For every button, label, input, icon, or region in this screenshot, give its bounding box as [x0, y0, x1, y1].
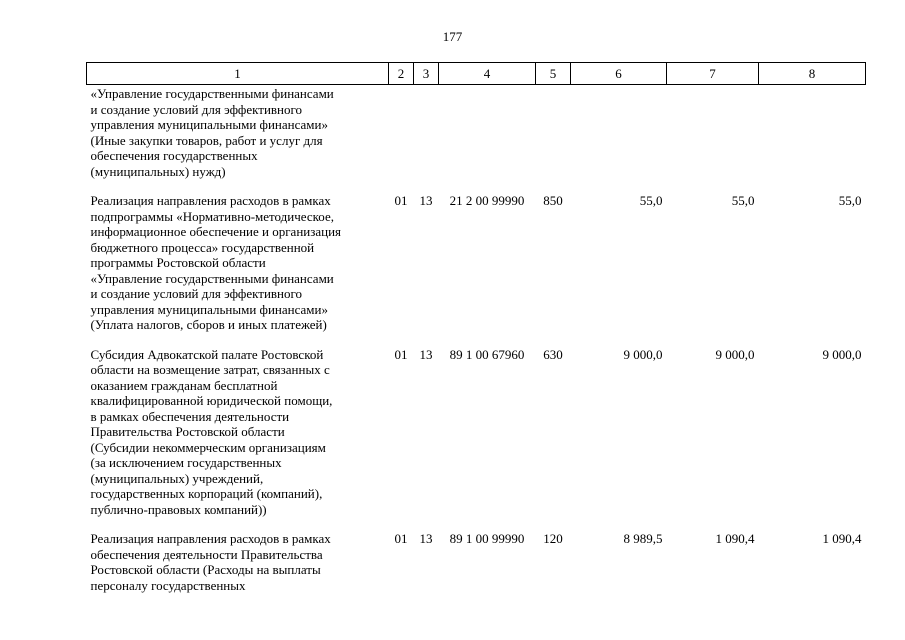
- row-description: Реализация направления расходов в рамках подпрограммы «Нормативно-методическое, информационное обеспечение и организация бюджетного процесса» государственной программы Ростовской области «Управление государственными финансами и создание условий для эффективного управления муниципальными финансами» (Уплата налогов, сборов и иных платежей): [90, 193, 342, 332]
- expense-type-code: [536, 85, 571, 194]
- target-article-code: 21 2 00 99990: [449, 193, 525, 208]
- table-row: [87, 347, 866, 532]
- section-code: 01: [394, 193, 408, 208]
- target-article-code: 89 1 00 99990: [449, 531, 525, 546]
- subsection-code: [414, 85, 439, 194]
- table-row: [87, 85, 866, 194]
- amount-col-6: [571, 85, 667, 194]
- section-code: 01: [394, 346, 408, 362]
- amount-col-7: [667, 85, 759, 194]
- row-description: Субсидия Адвокатской палате Ростовской области на возмещение затрат, связанных с оказанием гражданам бесплатной квалифицированной юридической помощи, в рамках обеспечения деятельности Правительства Ростовской области (Субсидии некоммерческим организациям (за исключением государственных (муниципальных) учреждений, государственных корпораций (компаний), публично-правовых компаний)): [90, 346, 333, 517]
- column-header-3: 3: [414, 63, 439, 85]
- amount-col-6: 55,0: [639, 193, 663, 208]
- table-row: [87, 193, 866, 347]
- amount-col-7: 1 090,4: [715, 531, 755, 546]
- amount-col-8: 9 000,0: [822, 346, 862, 362]
- expense-type-code: 630: [543, 346, 563, 362]
- subsection-code: 13: [419, 346, 433, 362]
- expense-type-code: 850: [543, 193, 563, 208]
- section-code: 01: [394, 531, 408, 546]
- column-header-2: 2: [389, 63, 414, 85]
- amount-col-6: 9 000,0: [623, 346, 663, 362]
- table-header: [87, 63, 866, 85]
- column-header-5: 5: [536, 63, 571, 85]
- amount-col-7: 9 000,0: [715, 346, 755, 362]
- amount-col-8: [759, 85, 866, 194]
- amount-col-8: 1 090,4: [822, 531, 862, 546]
- subsection-code: 13: [419, 531, 433, 546]
- column-header-8: 8: [759, 63, 866, 85]
- target-article-code: 89 1 00 67960: [449, 346, 525, 362]
- target-article-code: [439, 85, 536, 194]
- amount-col-6: 8 989,5: [623, 531, 663, 546]
- column-header-6: 6: [571, 63, 667, 85]
- amount-col-7: 55,0: [731, 193, 755, 208]
- page-number: 177: [442, 29, 463, 44]
- table-row: [87, 531, 866, 607]
- subsection-code: 13: [419, 193, 433, 208]
- amount-col-8: 55,0: [838, 193, 862, 208]
- expense-type-code: 120: [543, 531, 563, 546]
- row-description: «Управление государственными финансами и создание условий для эффективного управления муниципальными финансами» (Иные закупки товаров, работ и услуг для обеспечения государственных (муниципальных) нужд): [90, 86, 334, 179]
- row-description: Реализация направления расходов в рамках обеспечения деятельности Правительства Ростовской области (Расходы на выплаты персоналу государственных: [90, 531, 331, 593]
- section-code: [389, 85, 414, 194]
- budget-table: [86, 62, 866, 607]
- column-header-4: 4: [439, 63, 536, 85]
- column-header-1: 1: [87, 63, 389, 85]
- column-header-7: 7: [667, 63, 759, 85]
